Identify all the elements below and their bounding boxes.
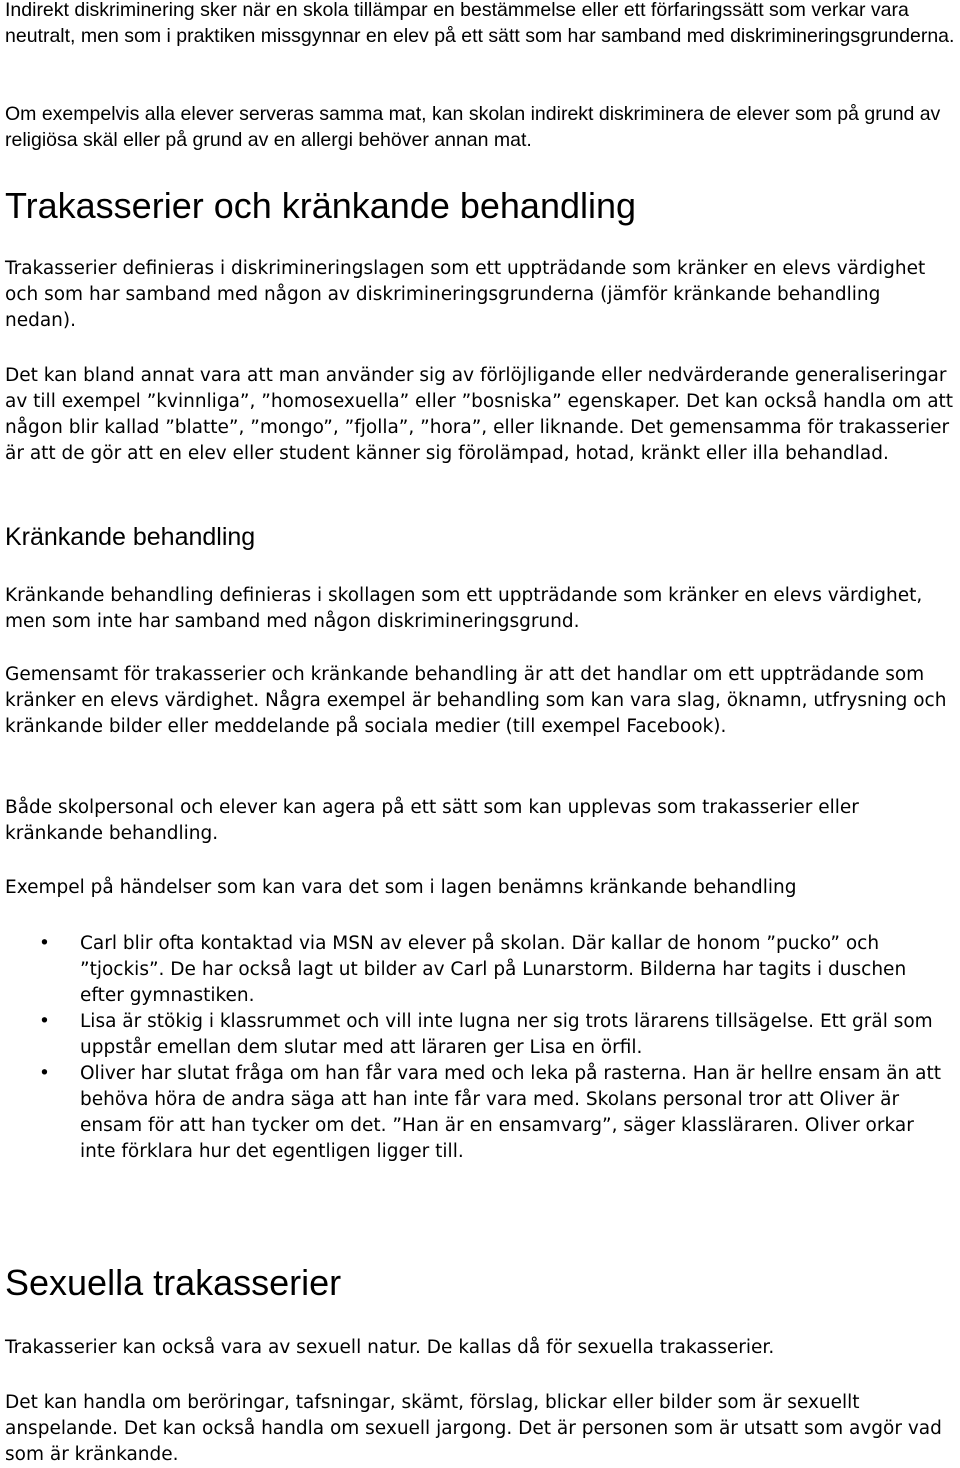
heading-trakasserier: Trakasserier och kränkande behandling: [5, 185, 637, 226]
abusive-paragraph-3: Både skolpersonal och elever kan agera på ett sätt som kan upplevas som trakasserier eller kränkande behandling.: [5, 797, 859, 844]
intro-paragraph-2: Om exempelvis alla elever serveras samma mat, kan skolan indirekt diskriminera de elever som på grund av religiösa skäl eller på grund av en allergi behöver annan mat.: [5, 103, 941, 151]
abusive-paragraph-2: Gemensamt för trakasserier och kränkande behandling är att det handlar om ett uppträdande som kränker en elevs värdighet. Några exempel är behandling som kan vara slag, öknamn, utfrysning och kränkande bilder eller meddelande på sociala medier (till exempel Facebook).: [5, 664, 947, 737]
heading-sexuella-trakasserier: Sexuella trakasserier: [5, 1262, 342, 1303]
bullet-icon: •: [39, 933, 50, 954]
intro-paragraph-1: Indirekt diskriminering sker när en skola tillämpar en bestämmelse eller ett förfaringssätt som verkar vara neutralt, men som i praktiken missgynnar en elev på ett sätt som har samband med diskrimineringsgrunderna.: [5, 0, 955, 47]
example-text: Carl blir ofta kontaktad via MSN av elever på skolan. Där kallar de honom ”pucko” och ”tjockis”. De har också lagt ut bilder av Carl på Lunarstorm. Bilderna har tagits i duschen efter gymnastiken.: [80, 933, 907, 1006]
example-text: Oliver har slutat fråga om han får vara med och leka på rasterna. Han är hellre ensam än att behöva höra de andra säga att han inte får vara med. Skolans personal tror att Oliver är ensam för att han tycker om det. ”Han är en ensamvarg”, säger klassläraren. Oliver orkar inte förklara hur det egentligen ligger till.: [80, 1063, 942, 1162]
abusive-paragraph-4: Exempel på händelser som kan vara det som i lagen benämns kränkande behandling: [5, 877, 797, 898]
harassment-paragraph-2: Det kan bland annat vara att man använder sig av förlöjligande eller nedvärderande generaliseringar av till exempel ”kvinnliga”, ”homosexuella” eller ”bosniska” egenskaper. Det kan också handla om att någon blir kallad ”blatte”, ”mongo”, ”fjolla”, ”hora”, eller liknande. Det gemensamma för trakasserier är att de gör att en elev eller student känner sig förolämpad, hotad, kränkt eller illa behandlad.: [5, 365, 954, 464]
list-item: [5, 1061, 955, 1165]
harassment-paragraph-1: Trakasserier definieras i diskrimineringslagen som ett uppträdande som kränker en elevs värdighet och som har samband med någon av diskrimineringsgrunderna (jämför kränkande behandling nedan).: [5, 258, 926, 331]
abusive-paragraph-1: Kränkande behandling definieras i skollagen som ett uppträdande som kränker en elevs värdighet, men som inte har samband med någon diskrimineringsgrund.: [5, 585, 923, 632]
heading-krankande-behandling: Kränkande behandling: [5, 523, 256, 551]
sexual-paragraph-2: Det kan handla om beröringar, tafsningar, skämt, förslag, blickar eller bilder som är sexuellt anspelande. Det kan också handla om sexuell jargong. Det är personen som är utsatt som avgör vad som är kränkande.: [5, 1392, 942, 1465]
bullet-icon: •: [39, 1011, 50, 1032]
list-item: [5, 931, 955, 1009]
examples-list: [5, 931, 955, 1165]
sexual-paragraph-1: Trakasserier kan också vara av sexuell natur. De kallas då för sexuella trakasserier.: [5, 1337, 775, 1358]
bullet-icon: •: [39, 1063, 50, 1084]
list-item: [5, 1009, 955, 1061]
example-text: Lisa är stökig i klassrummet och vill inte lugna ner sig trots lärarens tillsägelse. Ett gräl som uppstår emellan dem slutar med att läraren ger Lisa en örfil.: [80, 1011, 933, 1058]
